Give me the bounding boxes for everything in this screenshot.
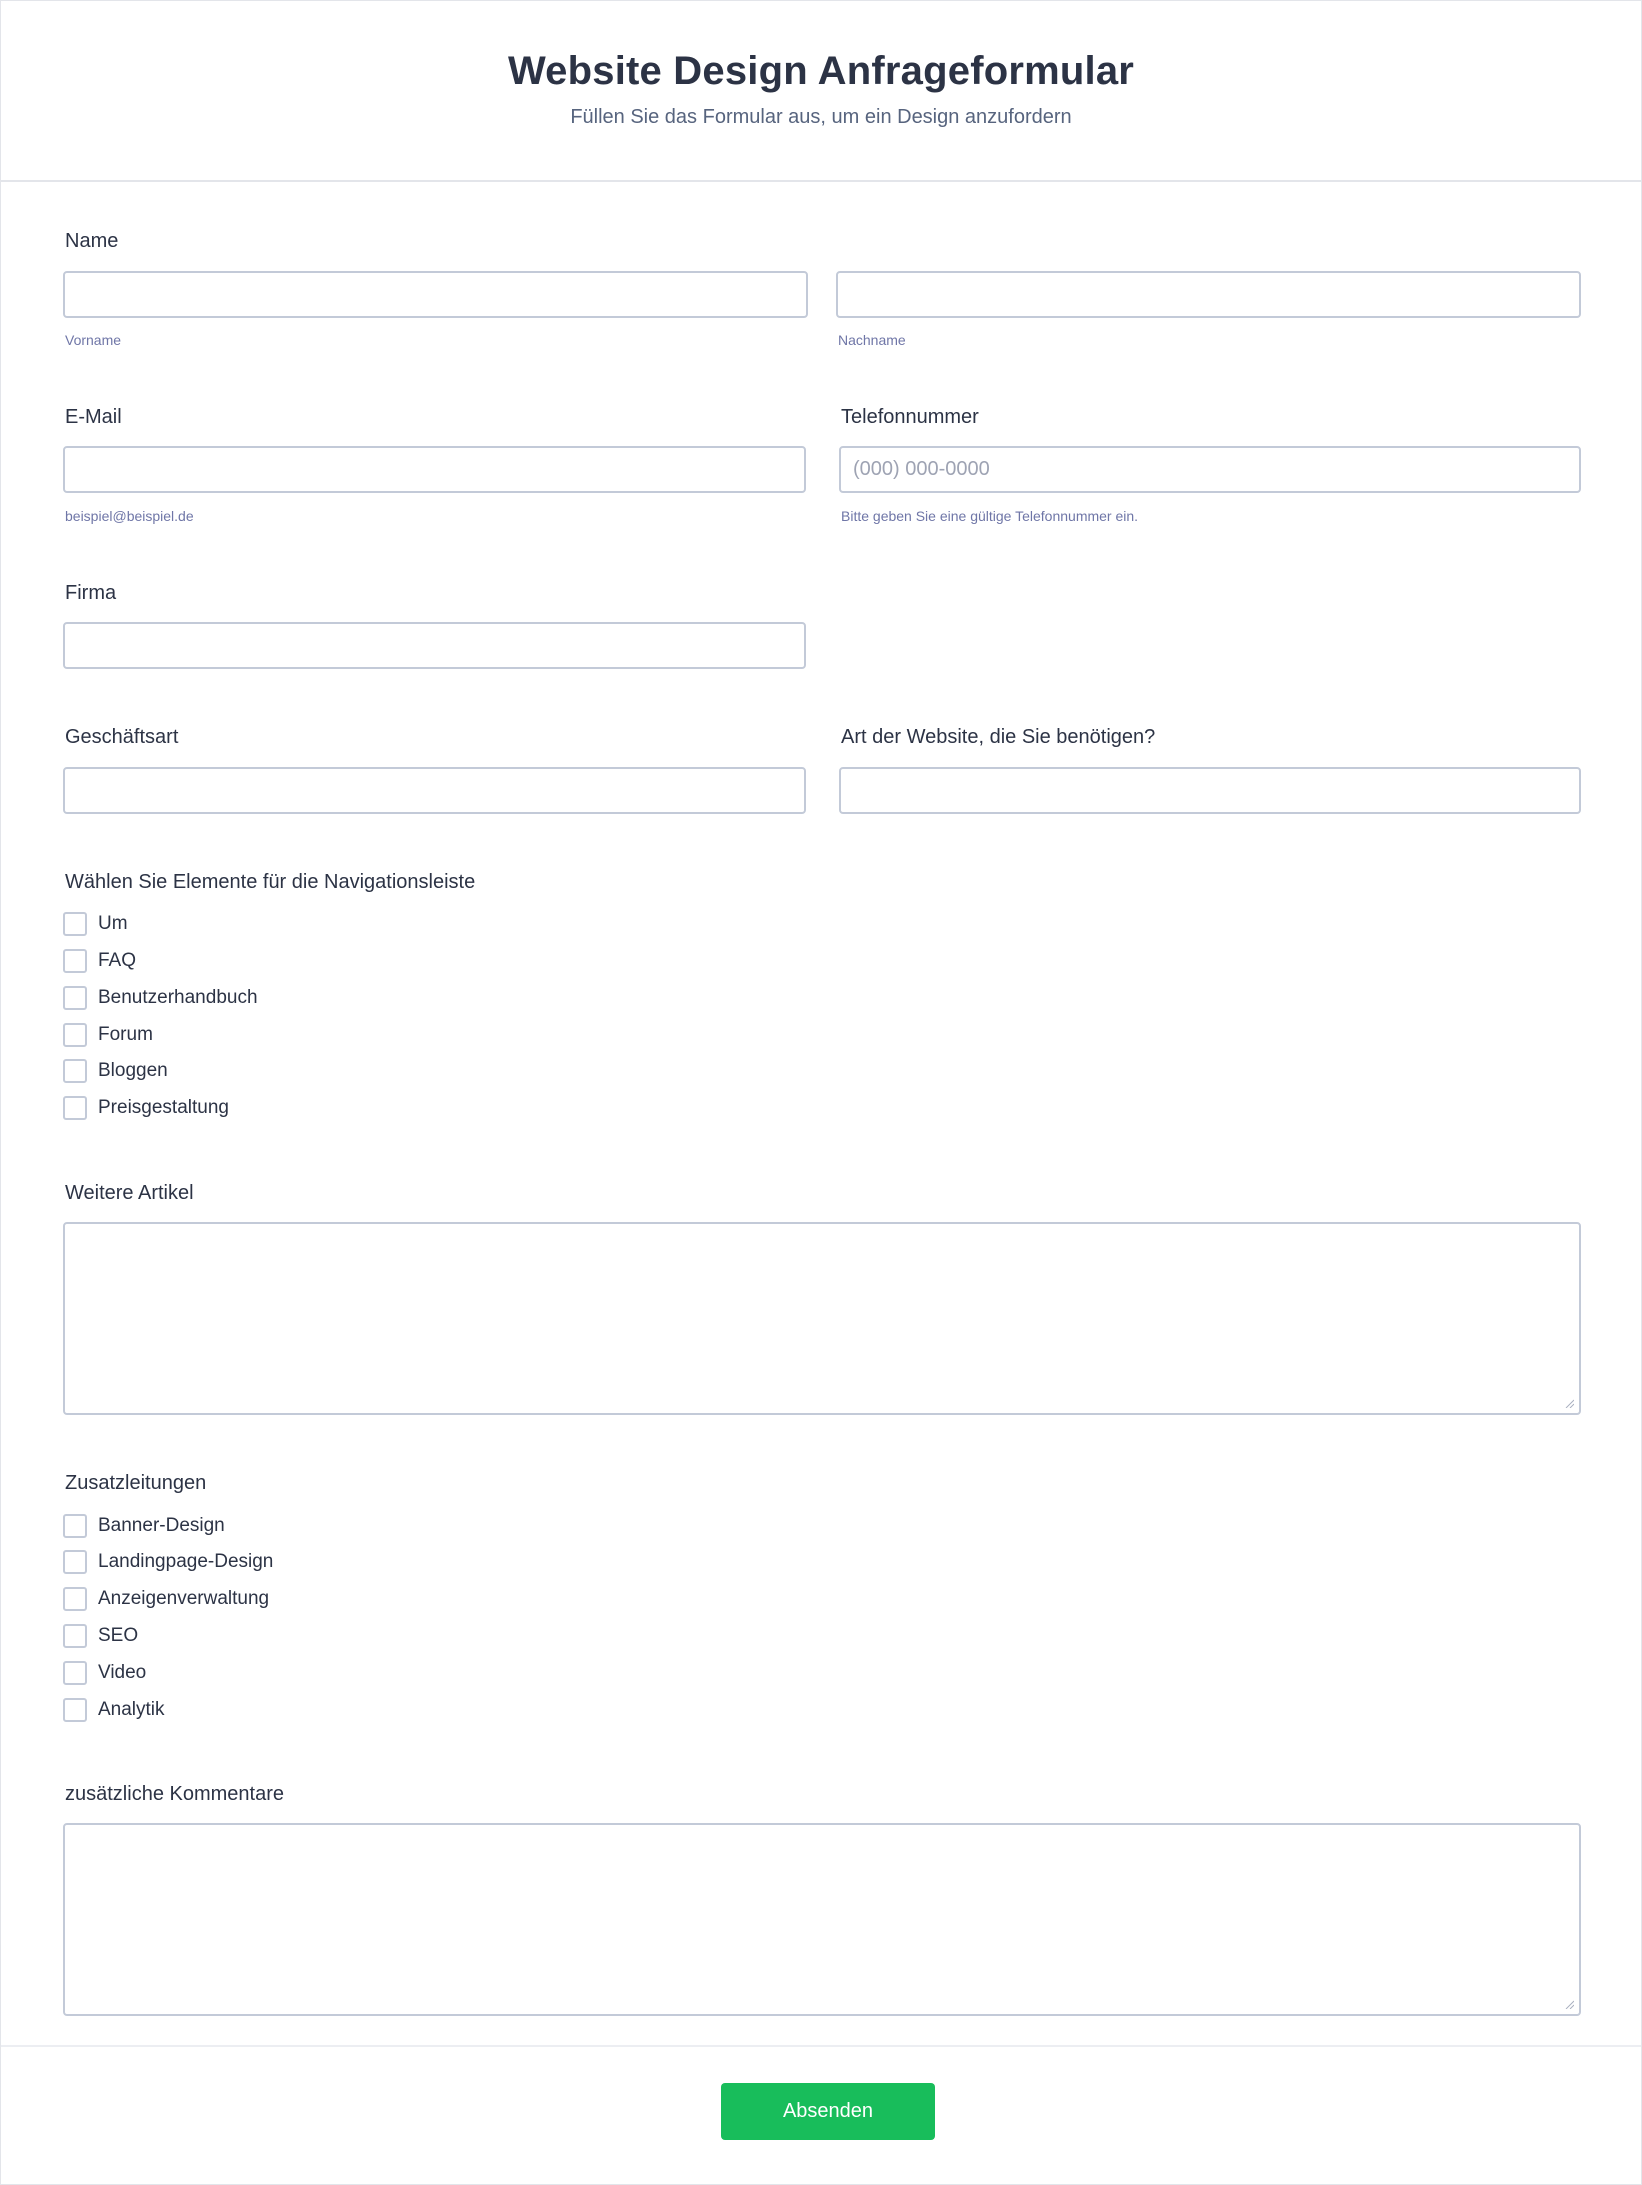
service-option-video[interactable] bbox=[63, 1660, 146, 1686]
service-option-banner-design[interactable] bbox=[63, 1513, 225, 1539]
website-type-input[interactable] bbox=[839, 767, 1581, 814]
footer-divider bbox=[1, 2045, 1641, 2047]
form-subtitle: Füllen Sie das Formular aus, um ein Design anzufordern bbox=[570, 106, 1072, 128]
checkbox[interactable] bbox=[63, 1023, 87, 1047]
nav-option-blog[interactable] bbox=[63, 1058, 168, 1084]
submit-button[interactable]: Absenden bbox=[721, 2083, 935, 2140]
first-name-sublabel: Vorname bbox=[65, 332, 122, 348]
checkbox[interactable] bbox=[63, 1514, 87, 1538]
nav-option-um[interactable] bbox=[63, 911, 128, 937]
resize-grip-icon[interactable] bbox=[1564, 1398, 1574, 1408]
nav-option-label: Um bbox=[98, 913, 128, 934]
phone-sublabel: Bitte geben Sie eine gültige Telefonnummer ein. bbox=[841, 508, 1139, 524]
comments-label: zusätzliche Kommentare bbox=[65, 1783, 284, 1805]
nav-option-forum[interactable] bbox=[63, 1022, 153, 1048]
resize-grip-icon[interactable] bbox=[1564, 1999, 1574, 2009]
service-option-ad-management[interactable] bbox=[63, 1586, 269, 1612]
checkbox[interactable] bbox=[63, 1698, 87, 1722]
service-option-label: Analytik bbox=[98, 1699, 165, 1720]
nav-elements-label: Wählen Sie Elemente für die Navigationsleiste bbox=[65, 871, 476, 893]
phone-label: Telefonnummer bbox=[841, 406, 979, 428]
email-input[interactable] bbox=[63, 446, 806, 493]
nav-option-label: Forum bbox=[98, 1024, 153, 1045]
more-items-label: Weitere Artikel bbox=[65, 1182, 194, 1204]
name-label: Name bbox=[65, 230, 119, 252]
checkbox[interactable] bbox=[63, 1587, 87, 1611]
service-option-analytics[interactable] bbox=[63, 1697, 165, 1723]
checkbox[interactable] bbox=[63, 1550, 87, 1574]
nav-option-label: FAQ bbox=[98, 950, 137, 971]
checkbox[interactable] bbox=[63, 1661, 87, 1685]
checkbox[interactable] bbox=[63, 1624, 87, 1648]
checkbox[interactable] bbox=[63, 1059, 87, 1083]
form-header bbox=[1, 1, 1641, 182]
business-type-input[interactable] bbox=[63, 767, 806, 814]
service-option-label: Banner-Design bbox=[98, 1515, 225, 1536]
more-items-textarea[interactable] bbox=[63, 1222, 1581, 1415]
website-type-label: Art der Website, die Sie benötigen? bbox=[841, 726, 1156, 748]
phone-input[interactable] bbox=[839, 446, 1581, 493]
company-input[interactable] bbox=[63, 622, 806, 669]
email-label: E-Mail bbox=[65, 406, 122, 428]
email-sublabel: beispiel@beispiel.de bbox=[65, 508, 194, 524]
form-title: Website Design Anfrageformular bbox=[507, 49, 1135, 93]
nav-option-label: Bloggen bbox=[98, 1060, 168, 1081]
nav-option-label: Preisgestaltung bbox=[98, 1097, 229, 1118]
nav-option-pricing[interactable] bbox=[63, 1095, 229, 1121]
company-label: Firma bbox=[65, 582, 117, 604]
checkbox[interactable] bbox=[63, 986, 87, 1010]
service-option-landingpage-design[interactable] bbox=[63, 1549, 273, 1575]
service-option-label: Landingpage-Design bbox=[98, 1551, 274, 1572]
checkbox[interactable] bbox=[63, 1096, 87, 1120]
checkbox[interactable] bbox=[63, 912, 87, 936]
service-option-label: Video bbox=[98, 1662, 147, 1683]
extra-services-label: Zusatzleitungen bbox=[65, 1472, 207, 1494]
checkbox[interactable] bbox=[63, 949, 87, 973]
nav-option-label: Benutzerhandbuch bbox=[98, 987, 258, 1008]
nav-option-user-manual[interactable] bbox=[63, 985, 258, 1011]
comments-textarea[interactable] bbox=[63, 1823, 1581, 2016]
first-name-input[interactable] bbox=[63, 271, 808, 318]
service-option-label: SEO bbox=[98, 1625, 139, 1646]
last-name-input[interactable] bbox=[836, 271, 1581, 318]
service-option-seo[interactable] bbox=[63, 1623, 138, 1649]
last-name-sublabel: Nachname bbox=[838, 332, 906, 348]
service-option-label: Anzeigenverwaltung bbox=[98, 1588, 270, 1609]
business-type-label: Geschäftsart bbox=[65, 726, 179, 748]
nav-option-faq[interactable] bbox=[63, 948, 136, 974]
